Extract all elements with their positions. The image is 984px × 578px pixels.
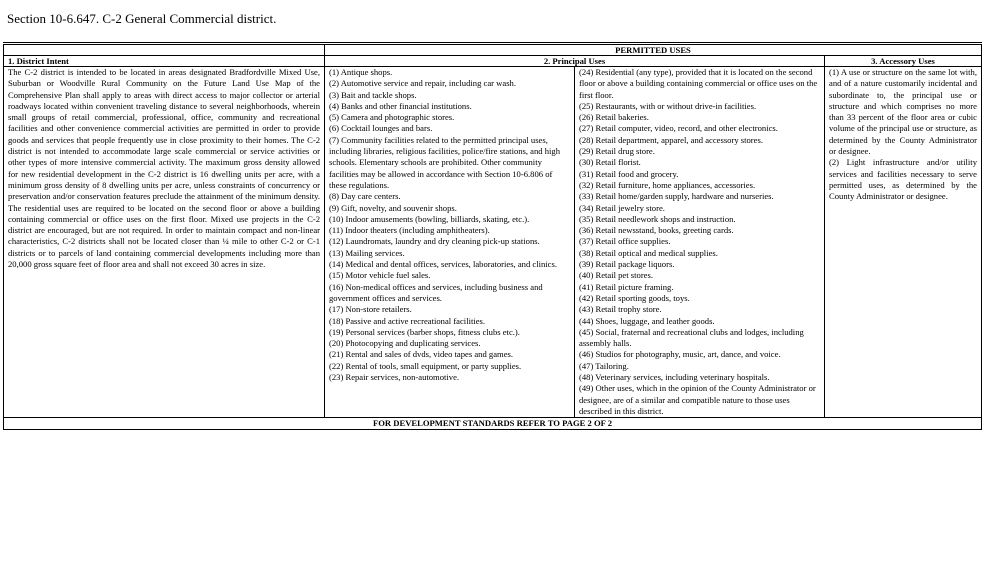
principal-use-item: (5) Camera and photographic stores. [329, 112, 455, 123]
principal-use-item: (39) Retail package liquors. [579, 259, 675, 270]
principal-use-item: (23) Repair services, non-automotive. [329, 372, 460, 383]
principal-uses-header: 2. Principal Uses [325, 56, 825, 67]
zoning-table [3, 42, 982, 430]
permitted-uses-header: PERMITTED USES [325, 44, 982, 56]
principal-use-item: (2) Automotive service and repair, including car wash. [329, 78, 516, 89]
principal-use-item: (15) Motor vehicle fuel sales. [329, 270, 431, 281]
principal-use-item: (14) Medical and dental offices, services, laboratories, and clinics. [329, 259, 557, 270]
principal-use-item: (27) Retail computer, video, record, and other electronics. [579, 123, 778, 134]
principal-use-item: (38) Retail optical and medical supplies. [579, 247, 718, 258]
principal-use-item: (41) Retail picture framing. [579, 281, 674, 292]
principal-use-item: (12) Laundromats, laundry and dry cleaning pick-up stations. [329, 236, 540, 247]
principal-use-item: (25) Restaurants, with or without drive-in facilities. [579, 100, 757, 111]
accessory-uses-column [825, 67, 982, 418]
principal-use-item: (13) Mailing services. [329, 247, 405, 258]
principal-use-item: (34) Retail jewelry store. [579, 202, 665, 213]
principal-use-item: (42) Retail sporting goods, toys. [579, 292, 690, 303]
principal-use-item: (18) Passive and active recreational facilities. [329, 315, 486, 326]
principal-use-item: (28) Retail department, apparel, and accessory stores. [579, 134, 763, 145]
principal-use-item: (16) Non-medical offices and services, including business and government offices and services. [329, 281, 543, 303]
principal-use-item: (32) Retail furniture, home appliances, accessories. [579, 179, 756, 190]
principal-use-item: (19) Personal services (barber shops, fitness clubs etc.). [329, 326, 520, 337]
principal-use-item: (44) Shoes, luggage, and leather goods. [579, 315, 715, 326]
principal-use-item: (40) Retail pet stores. [579, 270, 653, 281]
principal-use-item: (29) Retail drug store. [579, 146, 655, 157]
principal-use-item: (45) Social, fraternal and recreational clubs and lodges, including assembly halls. [579, 326, 804, 349]
principal-use-item: (22) Rental of tools, small equipment, or party supplies. [329, 360, 522, 371]
principal-use-item: (8) Day care centers. [329, 191, 401, 202]
section-title: Section 10-6.647. C-2 General Commercial district. [7, 11, 277, 26]
table-body-row [4, 67, 982, 418]
principal-use-item: (21) Rental and sales of dvds, video tapes and games. [329, 349, 514, 360]
accessory-use-item: (2) Light infrastructure and/or utility services and facilities necessary to serve permitted uses, as determined by the County Administrator or designee. [829, 157, 977, 202]
principal-use-item: (7) Community facilities related to the permitted principal uses, including libraries, religious facilities, police/fire stations, and high schools. Elementary schools are prohibited. Other community facilities may be allowed in accordance with Section 10-6.806 of these regulations. [329, 134, 561, 190]
principal-uses-list-a [329, 67, 570, 383]
principal-use-item: (43) Retail trophy store. [579, 304, 662, 315]
accessory-uses-list [829, 67, 977, 203]
principal-use-item: (20) Photocopying and duplicating services. [329, 338, 481, 349]
principal-uses-list-b [579, 67, 820, 417]
principal-uses-column-b [575, 67, 825, 418]
principal-use-item: (35) Retail needlework shops and instruction. [579, 213, 736, 224]
principal-use-item: (48) Veterinary services, including veterinary hospitals. [579, 372, 770, 383]
accessory-uses-header: 3. Accessory Uses [825, 56, 982, 67]
principal-use-item: (49) Other uses, which in the opinion of the County Administrator or designee, are of a similar and compatible nature to those uses described in this district. [579, 383, 816, 416]
principal-use-item: (10) Indoor amusements (bowling, billiards, skating, etc.). [329, 213, 530, 224]
principal-use-item: (6) Cocktail lounges and bars. [329, 123, 433, 134]
principal-use-item: (33) Retail home/garden supply, hardware and nurseries. [579, 191, 774, 202]
principal-use-item: (36) Retail newsstand, books, greeting cards. [579, 225, 734, 236]
district-intent-header: 1. District Intent [4, 56, 325, 67]
header-spacer [4, 44, 325, 56]
principal-use-item: (1) Antique shops. [329, 67, 393, 77]
principal-use-item: (3) Bait and tackle shops. [329, 89, 417, 100]
principal-use-item: (11) Indoor theaters (including amphitheaters). [329, 225, 490, 236]
principal-use-item: (30) Retail florist. [579, 157, 641, 168]
principal-uses-column-a [325, 67, 575, 418]
principal-use-item: (24) Residential (any type), provided that it is located on the second floor or above a building containing commercial or office uses on the first floor. [579, 67, 818, 100]
accessory-use-item: (1) A use or structure on the same lot with, and of a nature customarily incidental and subordinate to, the principal use or structure and which comprises no more than 33 percent of the floor area or cubic volume of the principal use or structure, as determined by the County Administrator or designee. [829, 67, 977, 157]
principal-use-item: (47) Tailoring. [579, 360, 629, 371]
principal-use-item: (26) Retail bakeries. [579, 112, 649, 123]
table-header-row-2 [4, 56, 982, 67]
principal-use-item: (4) Banks and other financial institutions. [329, 100, 472, 111]
table-header-row-1 [4, 44, 982, 56]
principal-use-item: (31) Retail food and grocery. [579, 168, 679, 179]
development-standards-footer: FOR DEVELOPMENT STANDARDS REFER TO PAGE 2 OF 2 [4, 418, 982, 430]
table-footer-row [4, 418, 982, 430]
principal-use-item: (37) Retail office supplies. [579, 236, 671, 247]
principal-use-item: (46) Studios for photography, music, art, dance, and voice. [579, 349, 781, 360]
district-intent-text: The C-2 district is intended to be located in areas designated Bradfordville Mixed Use, Suburban or Woodville Rural Community on the Future Land Use Map of the Comprehensive Plan shall apply to areas with direct access to major collector or arterial roadways located within convenient traveling distance to several neighborhoods, wherein small groups of retail commercial, professional, office, community and recreational facilities and other convenience commercial activities are permitted in order to provide goods and services that people frequently use in close proximity to their homes. The C-2 district is not intended to accommodate large scale commercial or service activities or other types of more intensive commercial activity. The maximum gross density allowed for new residential development in the C-2 district is 16 dwelling units per acre, with a minimum gross density of 8 dwelling units per acre, unless constraints of concurrency or preservation and/or conservation features preclude the attainment of the minimum density. The residential uses are required to be located on the second floor or above a building containing commercial or office uses on the first floor. Mixed use projects in the C-2 district are encouraged, but are not required. In order to maintain compact and non-linear characteristics, C-2 districts shall not be located closer than ¼ mile to other C-2 or C-1 districts or to parcels of land containing commercial developments including more than 20,000 gross square feet of floor area and shall not exceed 30 acres in size. [4, 67, 325, 418]
principal-use-item: (9) Gift, novelty, and souvenir shops. [329, 202, 457, 213]
principal-use-item: (17) Non-store retailers. [329, 304, 412, 315]
